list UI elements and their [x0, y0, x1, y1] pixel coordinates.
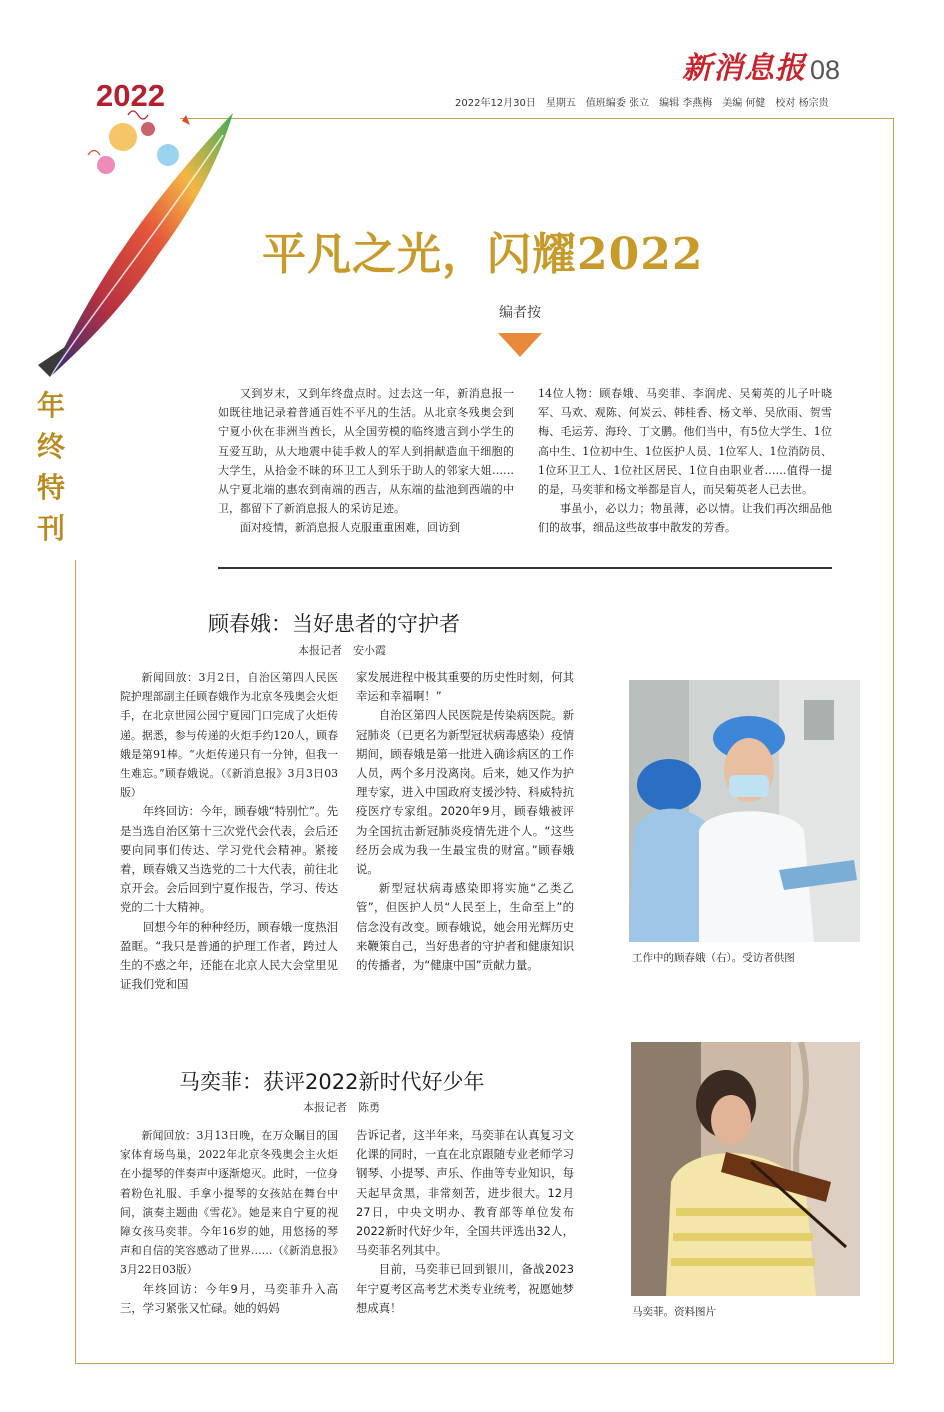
story1-byline: 本报记者 安小霞	[298, 644, 386, 657]
story2-photo-caption: 马奕菲。资料图片	[632, 1306, 716, 1318]
intro-column-left	[218, 384, 514, 538]
editor-note-arrow	[498, 333, 542, 357]
story-paragraph: 自治区第四人民医院是传染病医院。新冠肺炎（已更名为新型冠状病毒感染）疫情期间，顾春娥是第一批进入确诊病区的工作人员，两个多月没离岗。后来，她又作为护理专家，进入中国政府支援沙特、科威特抗疫医疗专家组。2020年9月，顾春娥被评为全国抗击新冠肺炎疫情先进个人。“这些经历会成为我一生最宝贵的财富。”顾春娥说。	[356, 708, 574, 877]
feather-pen-illustration	[28, 95, 258, 385]
story-paragraph: 目前，马奕菲已回到银川，备战2023年宁夏考区高考艺术类专业统考，祝愿她梦想成真！	[356, 1262, 574, 1315]
frame-top-line	[180, 118, 894, 119]
intro-paragraph: 事虽小，必以力；物虽薄，必以情。让我们再次细品他们的故事，细品这些故事中散发的芳香。	[538, 502, 832, 535]
story2-column-1	[120, 1126, 338, 1318]
intro-paragraph: 14位人物：顾春娥、马奕菲、李润虎、吴菊英的儿子叶晓军、马欢、观陈、何炭云、韩桂香、杨文举、吴欣雨、贺雪梅、毛运芳、海玲、丁文鹏。他们当中，有5位大学生、1位高中生、1位初中生、1位医护人员、1位军人、1位消防员、1位环卫工人、1位社区居民、1位自由职业者……值得一提的是，马奕菲和杨文举都是盲人，而吴菊英老人已去世。	[538, 387, 832, 497]
frame-right-line	[893, 118, 894, 1364]
section-divider	[218, 567, 832, 569]
story-paragraph: 回想今年的种种经历，顾春娥一度热泪盈眶。“我只是普通的护理工作者，跨过人生的不惑之年，还能在北京人民大会堂里见证我们党和国	[120, 919, 338, 992]
tag-char: 刊	[36, 512, 65, 545]
story-paragraph: 年终回访：今年9月，马奕菲升入高三，学习紧张又忙碌。她的妈妈	[120, 1281, 338, 1315]
story-paragraph: 年终回访：今年，顾春娥“特别忙”。先是当选自治区第十三次党代会代表，会后还要向同事们传达、学习党代会精神。紧接着，顾春娥又当选党的二十大代表，前往北京开会。会后回到宁夏作报告，学习、传达党的二十大精神。	[120, 804, 338, 915]
story-paragraph: 家发展进程中极其重要的历史性时刻，何其幸运和幸福啊！”	[356, 670, 574, 704]
year-label: 2022	[96, 78, 165, 113]
photo-gu-chune	[629, 680, 860, 942]
special-issue-tag	[36, 385, 66, 549]
frame-bottom-line	[75, 1363, 894, 1364]
tag-char: 终	[36, 430, 65, 463]
story1-photo-caption: 工作中的顾春娥（右）。受访者供图	[632, 952, 795, 964]
tag-char: 特	[36, 471, 65, 504]
story-paragraph: 新闻回放：3月2日，自治区第四人民医院护理部副主任顾春娥作为北京冬残奥会火炬手，在北京世园公园宁夏园门口完成了火炬传递。据悉，参与传递的火炬手约120人，顾春娥是第91棒。“火炬传递只有一分钟，但我一生难忘。”顾春娥说。（《新消息报》3月3日03版）	[120, 671, 338, 800]
story-paragraph: 新型冠状病毒感染即将实施“乙类乙管”，但医护人员“人民至上，生命至上”的信念没有改变。顾春娥说，她会用光辉历史来鞭策自己，当好患者的守护者和健康知识的传播者，为“健康中国”贡献力量。	[356, 881, 574, 973]
editor-note-label: 编者按	[499, 305, 541, 321]
page-number: 08	[809, 55, 840, 85]
story1-column-2	[356, 668, 574, 975]
intro-paragraph: 又到岁末，又到年终盘点时。过去这一年，新消息报一如既往地记录着普通百姓不平凡的生活。从北京冬残奥会到宁夏小伙在非洲当酋长，从全国劳模的临终遗言到小学生的互爱互助，从大地震中徒手救人的军人到捐献造血干细胞的大学生，从拾金不昧的环卫工人到乐于助人的邻家大姐……从宁夏北端的惠农到南端的西吉，从东端的盐池到西端的中卫，都留下了新消息报人的采访足迹。	[218, 387, 514, 516]
story1-title: 顾春娥：当好患者的守护者	[208, 612, 460, 636]
story-paragraph: 告诉记者，这半年来，马奕菲在认真复习文化课的同时，一直在北京跟随专业老师学习钢琴、小提琴、声乐、作曲等专业知识，每天起早贪黑，非常刻苦，进步很大。12月27日，中央文明办、教育部等单位发布2022新时代好少年，全国共评选出32人，马奕菲名列其中。	[356, 1128, 574, 1258]
intro-paragraph: 面对疫情，新消息报人克服重重困难，回访到	[240, 521, 460, 535]
story1-column-1	[120, 668, 338, 994]
frame-left-line	[75, 560, 76, 1364]
story2-byline: 本报记者 陈勇	[303, 1101, 380, 1114]
story2-title: 马奕菲：获评2022新时代好少年	[179, 1070, 485, 1094]
tag-char: 年	[36, 389, 65, 422]
masthead	[682, 52, 840, 86]
story2-column-2	[356, 1126, 574, 1318]
photo-ma-yifei	[631, 1042, 860, 1296]
dateline: 2022年12月30日 星期五 值班编委 张立 编辑 李燕梅 美编 何健 校对 杨宗贵	[455, 98, 829, 109]
story-paragraph: 新闻回放：3月13日晚，在万众瞩目的国家体育场鸟巢，2022年北京冬残奥会主火炬在小提琴的伴奏声中逐渐熄灭。此时，一位身着粉色礼服、手拿小提琴的女孩站在舞台中间，演奏主题曲《雪花》。她是来自宁夏的视障女孩马奕菲。今年16岁的她，用悠扬的琴声和自信的笑容感动了世界……（《新消息报》3月22日03版）	[120, 1129, 338, 1277]
newspaper-name: 新消息报	[681, 51, 806, 86]
main-headline: 平凡之光，闪耀2022	[262, 229, 704, 280]
intro-column-right	[538, 384, 832, 538]
